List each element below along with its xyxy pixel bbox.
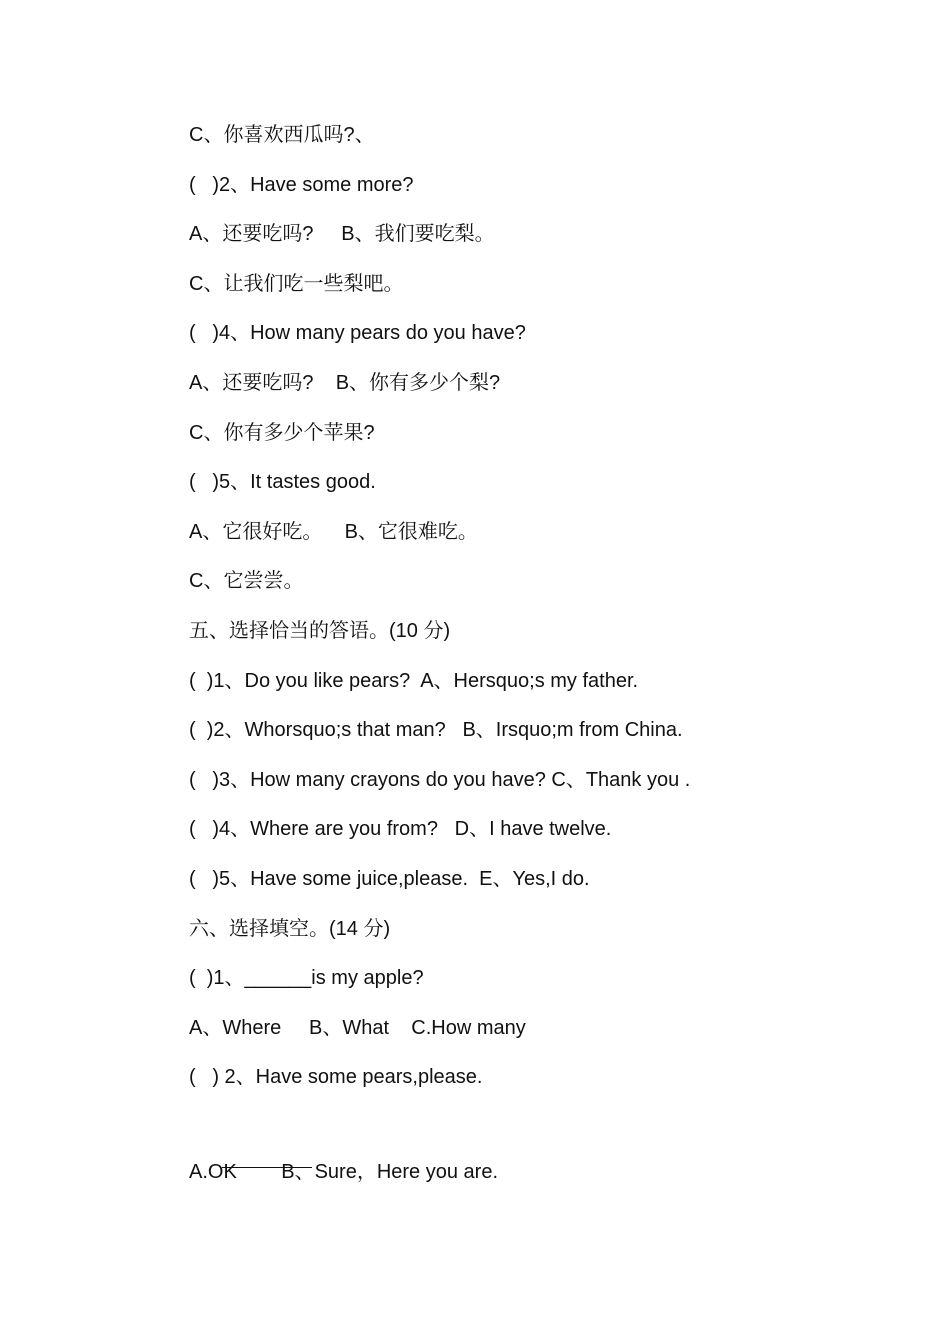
section-heading: 五、选择恰当的答语。(10 分) (189, 619, 451, 642)
option-line: A.OK B、Sure，Here you are. (189, 1160, 499, 1183)
question-line: ( ) 2、Have some pears,please. (189, 1066, 483, 1089)
question-line: ( )4、How many pears do you have? (189, 322, 526, 345)
question-line: ( )5、Have some juice,please. E、Yes,I do. (189, 867, 590, 890)
option-line: A、还要吃吗? B、我们要吃梨。 (189, 223, 495, 246)
question-line: ( )1、Do you like pears? A、Hersquo;s my father. (189, 669, 639, 692)
answer-blank-line (189, 1113, 869, 1158)
question-line: ( )2、Whorsquo;s that man? B、Irsquo;m from China. (189, 719, 683, 742)
question-line: ( )1、______is my apple? (189, 967, 424, 990)
option-line: A、Where B、What C.How many (189, 1016, 526, 1039)
question-line: ( )4、Where are you from? D、I have twelve. (189, 818, 612, 841)
text-line: C、你喜欢西瓜吗?、 (189, 124, 375, 146)
option-line: C、让我们吃一些梨吧。 (189, 272, 404, 295)
option-line: A、它很好吃。 B、它很难吃。 (189, 520, 478, 543)
exam-content (189, 121, 869, 1207)
option-line: C、它尝尝。 (189, 570, 304, 593)
question-line: ( )3、How many crayons do you have? C、Thank you . (189, 768, 691, 791)
question-line: ( )5、It tastes good. (189, 471, 376, 494)
section-heading: 六、选择填空。(14 分) (189, 917, 391, 940)
question-line: ( )2、Have some more? (189, 173, 414, 196)
option-line: C、你有多少个苹果? (189, 421, 375, 444)
option-line: A、还要吃吗? B、你有多少个梨? (189, 371, 501, 394)
